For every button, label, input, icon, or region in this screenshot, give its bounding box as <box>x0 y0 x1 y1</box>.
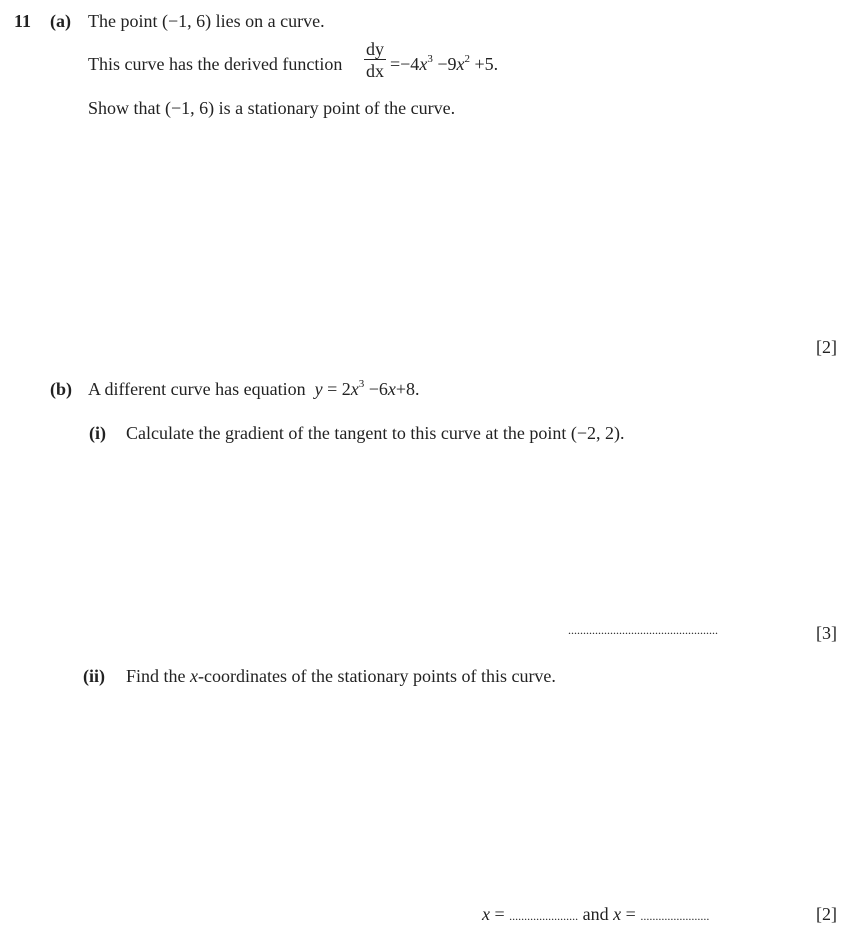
derived-function-expression <box>390 55 498 73</box>
equation-part: +8. <box>395 379 420 399</box>
part-a-marks: [2] <box>816 337 837 357</box>
sub-i-text: Calculate the gradient of the tangent to this curve at the point (−2, 2). <box>126 423 625 443</box>
dy-dx-fraction <box>364 40 386 80</box>
expr-variable: x <box>456 54 465 74</box>
equation-part: −6 <box>364 379 388 399</box>
answer-equals: = <box>621 904 641 924</box>
part-a-intro: The point (−1, 6) lies on a curve. <box>88 11 325 31</box>
expr-exponent: 3 <box>427 53 433 65</box>
part-b-intro-text: A different curve has equation <box>88 379 306 399</box>
answer-equals: = <box>490 904 510 924</box>
answer-variable: x <box>613 904 622 924</box>
sub-ii-marks: [2] <box>816 904 837 924</box>
fraction-bar <box>364 59 386 60</box>
equation-variable: x <box>350 379 359 399</box>
equation-part: = 2 <box>322 379 351 399</box>
sub-i-label: (i) <box>89 423 106 443</box>
expr-variable: x <box>419 54 428 74</box>
equation-variable: y <box>314 379 323 399</box>
answer-and: and <box>578 904 614 924</box>
expr-part: +5. <box>469 54 499 74</box>
fraction-denominator: dx <box>366 61 384 81</box>
sub-ii-text <box>126 667 556 685</box>
answer-line-1[interactable]: ....................... <box>509 909 579 923</box>
expr-part: =−4 <box>390 54 420 74</box>
answer-line-2[interactable]: ....................... <box>640 909 710 923</box>
answer-variable: x <box>482 904 490 924</box>
part-a-label: (a) <box>50 11 71 31</box>
fraction-numerator: dy <box>366 39 384 59</box>
sub-ii-answer-row <box>482 905 709 923</box>
sub-ii-variable: x <box>190 666 199 686</box>
expr-part: −9 <box>432 54 457 74</box>
equation-variable: x <box>387 379 396 399</box>
derived-function-prefix: This curve has the derived function <box>88 54 343 74</box>
part-a-show-that: Show that (−1, 6) is a stationary point of the curve. <box>88 98 456 118</box>
equation-exponent: 3 <box>358 378 365 390</box>
question-number: 11 <box>14 11 32 31</box>
sub-ii-label: (ii) <box>83 666 105 686</box>
sub-i-marks: [3] <box>816 623 837 643</box>
sub-i-answer-line[interactable]: .................................................. <box>568 623 718 637</box>
sub-ii-text-part: Find the <box>126 666 191 686</box>
expr-exponent: 2 <box>464 53 470 65</box>
part-b-label: (b) <box>50 379 72 399</box>
sub-ii-text-part: -coordinates of the stationary points of this curve. <box>198 666 556 686</box>
part-b-intro <box>88 380 420 398</box>
